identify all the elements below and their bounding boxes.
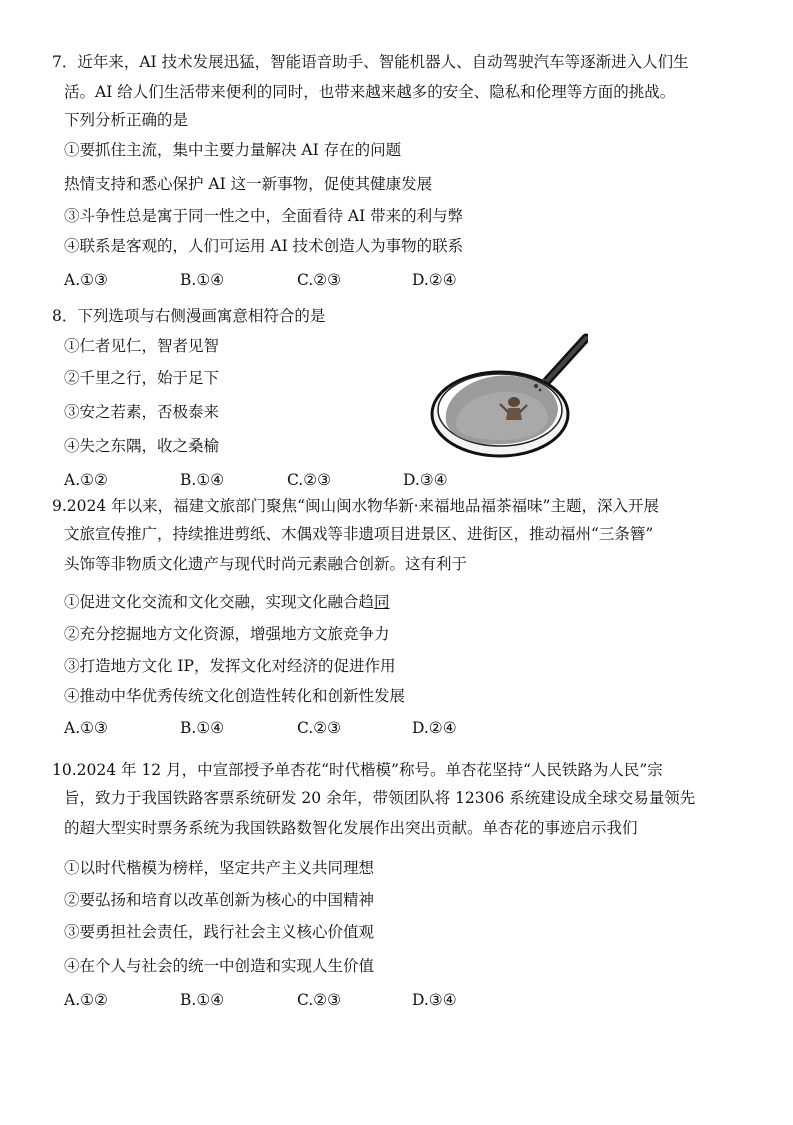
q9-item-3: ③打造地方文化 IP，发挥文化对经济的促进作用	[64, 657, 396, 675]
q7-choice-b: B.①④	[180, 271, 225, 289]
q9-item-1	[64, 592, 390, 612]
q10-item-2: ②要弘扬和培育以改革创新为核心的中国精神	[64, 891, 375, 909]
q9-item-2: ②充分挖掘地方文化资源，增强地方文旅竞争力	[64, 625, 390, 643]
q7-item-4: ④联系是客观的，人们可运用 AI 技术创造人为事物的联系	[64, 237, 464, 255]
q10-stem-line-3: 的超大型实时票务系统为我国铁路数智化发展作出突出贡献。单杏花的事迹启示我们	[64, 819, 638, 837]
q9-choice-a: A.①③	[64, 719, 108, 737]
q10-item-3: ③要勇担社会责任，践行社会主义核心价值观	[64, 923, 375, 941]
q8-item-1: ①仁者见仁，智者见智	[64, 337, 220, 355]
q7-item-1: ①要抓住主流，集中主要力量解决 AI 存在的问题	[64, 141, 402, 159]
q10-stem-line-2: 旨，致力于我国铁路客票系统研发 20 余年，带领团队将 12306 系统建设成全球交易量领先	[64, 789, 696, 807]
q7-choice-c: C.②③	[297, 271, 342, 289]
q8-choice-a: A.①②	[64, 471, 108, 489]
q7-item-2: 热情支持和悉心保护 AI 这一新事物，促使其健康发展	[64, 175, 433, 193]
q9-item-4: ④推动中华优秀传统文化创造性转化和创新性发展	[64, 687, 406, 705]
q8-item-4: ④失之东隅，收之桑榆	[64, 437, 220, 455]
q8-item-3: ③安之若素，否极泰来	[64, 403, 220, 421]
q10-item-1: ①以时代楷模为榜样，坚定共产主义共同理想	[64, 859, 375, 877]
q7-stem-line-2: 活。AI 给人们生活带来便利的同时，也带来越来越多的安全、隐私和伦理等方面的挑战。	[64, 83, 676, 101]
q7-choice-a: A.①③	[64, 271, 108, 289]
q9-stem-line-2: 文旅宣传推广，持续推进剪纸、木偶戏等非遗项目进景区、进街区，推动福州“三条簪”	[64, 525, 654, 543]
q9-stem-line-1: 9.2024 年以来，福建文旅部门聚焦“闽山闽水物华新·来福地品福茶福味”主题，深入开展	[52, 497, 659, 515]
q8-item-2: ②千里之行，始于足下	[64, 369, 220, 387]
q7-item-3: ③斗争性总是寓于同一性之中，全面看待 AI 带来的利与弊	[64, 207, 464, 225]
q8-choice-c: C.②③	[287, 471, 332, 489]
q8-stem: 8．下列选项与右侧漫画寓意相符合的是	[52, 307, 326, 325]
q10-stem-line-1: 10.2024 年 12 月，中宣部授予单杏花“时代楷模”称号。单杏花坚持“人民铁路为人民”宗	[52, 761, 663, 779]
q9-choice-c: C.②③	[297, 719, 342, 737]
q9-choice-d: D.②④	[412, 719, 457, 737]
q10-choice-b: B.①④	[180, 991, 225, 1009]
q9-stem-line-3: 头饰等非物质文化遗产与现代时尚元素融合创新。这有利于	[64, 555, 468, 573]
q8-choice-b: B.①④	[180, 471, 225, 489]
q10-choice-c: C.②③	[297, 991, 342, 1009]
q7-choice-d: D.②④	[412, 271, 457, 289]
q7-stem-line-1: 7．近年来，AI 技术发展迅猛，智能语音助手、智能机器人、自动驾驶汽车等逐渐进入人们生	[52, 53, 689, 71]
q10-choice-a: A.①②	[64, 991, 108, 1009]
q10-item-4: ④在个人与社会的统一中创造和实现人生价值	[64, 957, 375, 975]
q9-item-1-text: ①促进文化交流和文化交融，实现文化融合趋	[64, 593, 375, 611]
q9-choice-b: B.①④	[180, 719, 225, 737]
q10-choice-d: D.③④	[412, 991, 457, 1009]
q9-item-1-underlined-tail: 同	[374, 593, 390, 611]
q8-choice-d: D.③④	[403, 471, 448, 489]
q7-stem-line-3: 下列分析正确的是	[64, 111, 189, 129]
cartoon-frying-pan-image	[428, 330, 588, 460]
